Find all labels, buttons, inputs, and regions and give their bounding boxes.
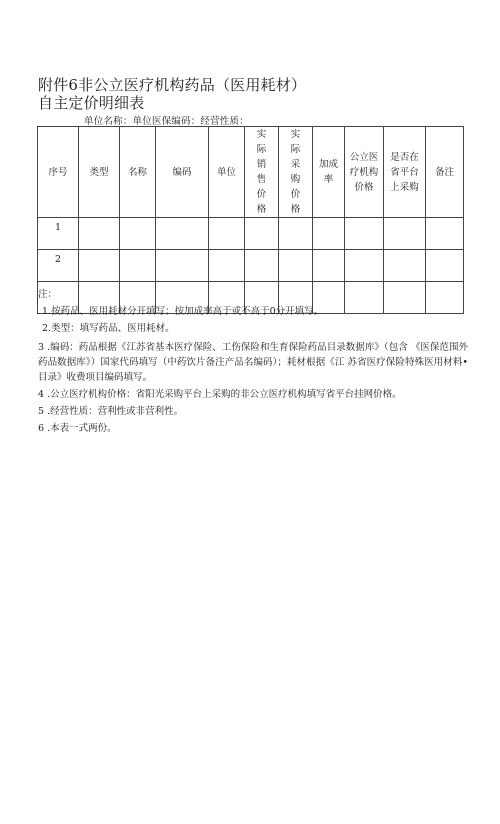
table-cell bbox=[79, 250, 120, 282]
header-code: 编码 bbox=[156, 127, 209, 218]
table-cell bbox=[426, 218, 464, 250]
table-cell bbox=[279, 218, 313, 250]
table-cell bbox=[426, 250, 464, 282]
header-remarks: 备注 bbox=[426, 127, 464, 218]
note-item-2: 2.类型：填写药品、医用耗材。 bbox=[42, 323, 175, 334]
table-cell bbox=[156, 218, 209, 250]
notes-heading: 注： bbox=[38, 289, 58, 300]
header-name: 名称 bbox=[120, 127, 156, 218]
header-type: 类型 bbox=[79, 127, 120, 218]
unit-info-line: 单位名称：单位医保编码：经营性质： bbox=[84, 116, 249, 127]
header-markup-rate: 加成率 bbox=[313, 127, 345, 218]
note-item-6: 6 .本表一式两份。 bbox=[38, 423, 117, 434]
title-line-1: 附件6非公立医疗机构药品（医用耗材） bbox=[38, 76, 307, 94]
table-cell bbox=[79, 218, 120, 250]
row-seq: 1 bbox=[38, 218, 79, 250]
table-row bbox=[38, 250, 464, 282]
header-provincial-platform: 是否在省平台上采购 bbox=[384, 127, 426, 218]
table-cell bbox=[245, 250, 279, 282]
notes-section bbox=[38, 287, 468, 436]
header-seq: 序号 bbox=[38, 127, 79, 218]
table-cell bbox=[345, 218, 384, 250]
note-item-5: 5 .经营性质：营利性或非营利性。 bbox=[38, 406, 184, 417]
note-item-4: 4 .公立医疗机构价格：省阳光采购平台上采购的非公立医疗机构填写省平台挂网价格。 bbox=[38, 389, 402, 400]
table-cell bbox=[313, 250, 345, 282]
table-cell bbox=[384, 250, 426, 282]
header-unit: 单位 bbox=[209, 127, 245, 218]
table-cell bbox=[384, 218, 426, 250]
note-item-1: 1.按药品、医用耗材分开填写；按加成率高于或不高于0分开填写。 bbox=[42, 306, 324, 317]
note-item-3: 3 .编码：药品根据《江苏省基本医疗保险、工伤保险和生育保险药品目录数据库》（包含 《医保范围外药品数据库》）国家代码填写（中药饮片备注产品名编码）；耗材根据《江 苏省医疗保险特殊医用材料•目录》收费项目编码填写。 bbox=[38, 342, 468, 383]
table-header-row bbox=[38, 127, 464, 218]
title-line-2: 自主定价明细表 bbox=[38, 94, 145, 112]
header-public-price: 公立医疗机构价格 bbox=[345, 127, 384, 218]
header-actual-purchase-price: 实际采购价格 bbox=[279, 127, 313, 218]
header-actual-sale-price: 实际销售价格 bbox=[245, 127, 279, 218]
pricing-detail-table bbox=[37, 126, 464, 314]
table-cell bbox=[120, 250, 156, 282]
table-cell bbox=[120, 218, 156, 250]
document-title bbox=[38, 76, 478, 112]
table-cell bbox=[209, 250, 245, 282]
table-cell bbox=[313, 218, 345, 250]
table-row bbox=[38, 218, 464, 250]
table-cell bbox=[345, 250, 384, 282]
table-cell bbox=[245, 218, 279, 250]
row-seq: 2 bbox=[38, 250, 79, 282]
table-cell bbox=[209, 218, 245, 250]
table-cell bbox=[279, 250, 313, 282]
table-cell bbox=[156, 250, 209, 282]
